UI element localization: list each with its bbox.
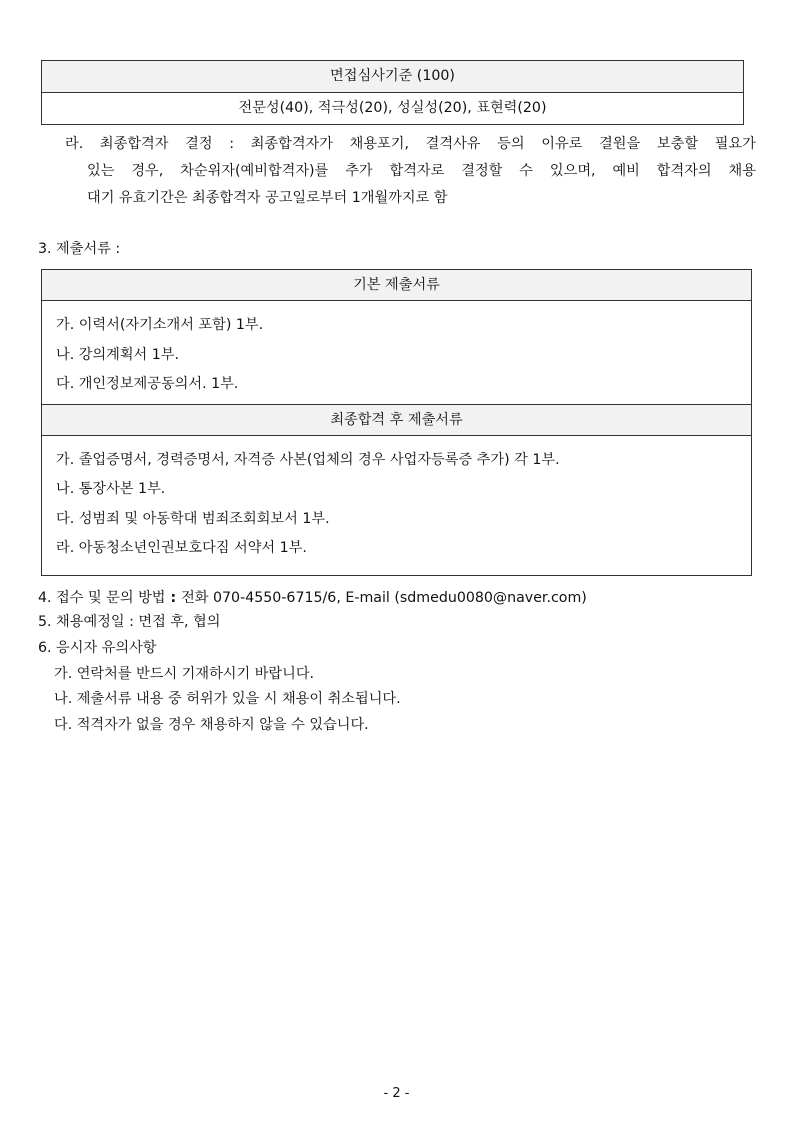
paragraph-word: 경우, xyxy=(131,163,164,179)
final-documents-list xyxy=(42,436,751,568)
section-4-label: 4. 접수 및 문의 방법 xyxy=(38,590,166,606)
paragraph-word: 최종합격자가 xyxy=(250,136,333,152)
criteria-header: 면접심사기준 (100) xyxy=(42,61,743,93)
final-documents-header: 최종합격 후 제출서류 xyxy=(42,404,751,436)
paragraph-word: 최종합격자 xyxy=(99,136,169,152)
list-item: 가. 졸업증명서, 경력증명서, 자격증 사본(업체의 경우 사업자등록증 추가) 각 1부. xyxy=(56,451,560,468)
basic-documents-list xyxy=(42,301,751,404)
paragraph-word: 이유로 xyxy=(541,136,583,152)
final-decision-paragraph xyxy=(65,131,756,212)
paragraph-word: 결격사유 xyxy=(425,136,481,152)
final-decision-line-2 xyxy=(65,158,756,185)
final-decision-line-3: 대기 유효기간은 최종합격자 공고일로부터 1개월까지로 함 xyxy=(87,190,448,206)
paragraph-word: 추가 xyxy=(345,163,373,179)
paragraph-word: 합격자로 xyxy=(389,163,445,179)
section-5-schedule: 5. 채용예정일 : 면접 후, 협의 xyxy=(38,614,221,630)
paragraph-word: 채용포기, xyxy=(349,136,409,152)
paragraph-word: 결원을 xyxy=(599,136,641,152)
documents-box xyxy=(41,269,752,576)
section-6-item: 나. 제출서류 내용 중 허위가 있을 시 채용이 취소됩니다. xyxy=(54,691,401,707)
list-item: 나. 통장사본 1부. xyxy=(56,481,166,497)
section-4-colon: : xyxy=(165,590,182,606)
paragraph-word: 필요가 xyxy=(714,136,756,152)
section-4-contact xyxy=(38,587,587,609)
section-6-item: 가. 연락처를 반드시 기재하시기 바랍니다. xyxy=(54,666,315,682)
final-decision-line-1 xyxy=(65,131,756,158)
list-item: 나. 강의계획서 1부. xyxy=(56,346,180,363)
section-3-title: 3. 제출서류 : xyxy=(38,241,121,257)
paragraph-word: 채용 xyxy=(728,163,756,179)
paragraph-word: 보충할 xyxy=(656,136,699,152)
section-6-item: 다. 적격자가 없을 경우 채용하지 않을 수 있습니다. xyxy=(54,717,369,733)
paragraph-word: 예비 xyxy=(612,163,640,179)
criteria-values: 전문성(40), 적극성(20), 성실성(20), 표현력(20) xyxy=(238,100,547,116)
paragraph-word: 합격자의 xyxy=(656,163,712,179)
section-6-title: 6. 응시자 유의사항 xyxy=(38,640,157,656)
section-4-text: 전화 070-4550-6715/6, E-mail (sdmedu0080@naver.com) xyxy=(181,590,587,606)
paragraph-word: 라. xyxy=(65,136,84,152)
paragraph-word: 있으며, xyxy=(549,163,596,179)
basic-documents-header: 기본 제출서류 xyxy=(42,270,751,301)
paragraph-word: 결정 xyxy=(185,136,213,152)
paragraph-word: 수 xyxy=(519,163,533,179)
paragraph-word: 있는 xyxy=(87,163,115,179)
list-item: 가. 이력서(자기소개서 포함) 1부. xyxy=(56,317,264,333)
paragraph-word: 등의 xyxy=(497,136,525,152)
list-item: 다. 개인정보제공동의서. 1부. xyxy=(56,376,239,392)
paragraph-word: 차순위자(예비합격자)를 xyxy=(180,163,329,179)
list-item: 라. 아동청소년인권보호다짐 서약서 1부. xyxy=(56,540,307,556)
list-item: 다. 성범죄 및 아동학대 범죄조회회보서 1부. xyxy=(56,510,330,527)
paragraph-word: : xyxy=(229,136,235,152)
interview-criteria-table xyxy=(41,60,744,125)
page-number: - 2 - xyxy=(383,1086,410,1101)
paragraph-word: 결정할 xyxy=(461,163,503,179)
